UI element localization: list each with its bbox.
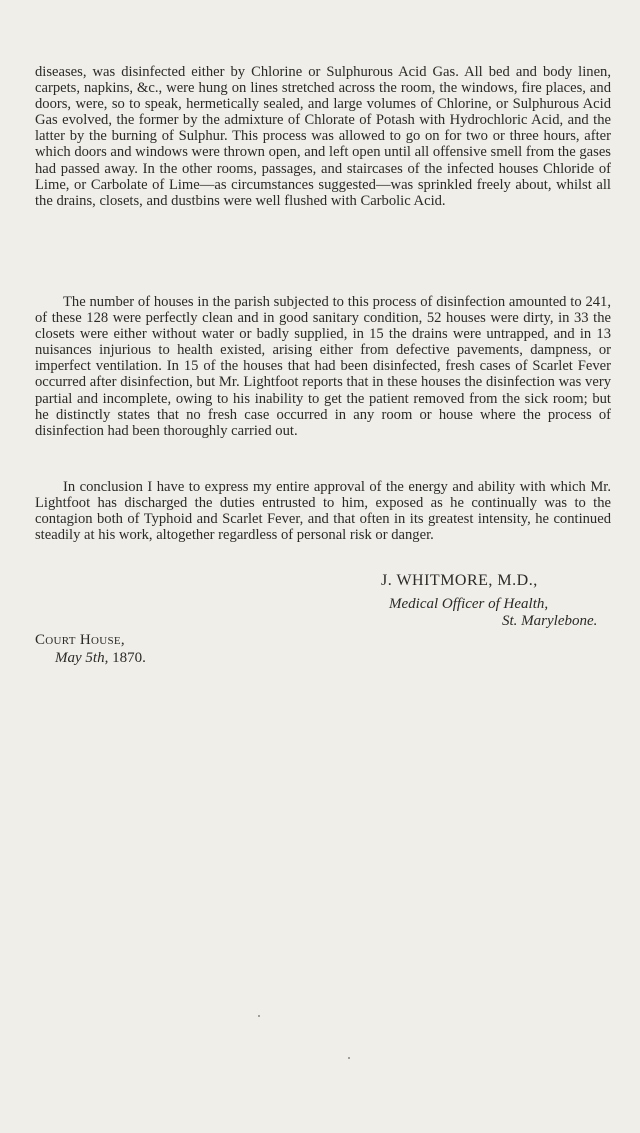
dateline-date-italic: May 5th, [55, 650, 109, 666]
dateline-location: Court House, [35, 632, 125, 648]
paragraph-house-statistics [35, 294, 611, 439]
dateline-year: 1870. [108, 650, 146, 666]
paragraph-text: diseases, was disinfected either by Chlorine or Sulphurous Acid Gas. All bed and body linen, carpets, napkins, &c., were hung on lines stretched across the room, the windows, fire places, and doors, were, so to speak, hermetically sealed, and large volumes of Chlorine, or Sulphurous Acid Gas evolved, the former by the admixture of Chlorate of Potash with Hydrochloric Acid, and the latter by the burning of Sulphur. This process was allowed to go on for two or three hours, after which doors and windows were thrown open, and left open until all offensive smell from the gases had passed away. In the other rooms, passages, and staircases of the infected houses Chloride of Lime, or Carbolate of Lime—as circumstances suggested—was sprinkled freely about, whilst all the drains, closets, and dustbins were well flushed with Carbolic Acid. [35, 64, 611, 209]
paragraph-disinfection-method [35, 64, 611, 209]
paragraph-text: In conclusion I have to express my entire approval of the energy and ability with which Mr. Lightfoot has discharged the duties entrusted to him, exposed as he continually was to the contagion both of Typhoid and Scarlet Fever, and that often in its greatest intensity, he continued steadily at his work, altogether regardless of personal risk or danger. [35, 479, 611, 544]
paragraph-text: The number of houses in the parish subjected to this process of disinfection amounted to 241, of these 128 were perfectly clean and in good sanitary condition, 52 houses were dirty, in 33 the closets were either without water or badly supplied, in 15 the drains were untrapped, and in 13 nuisances injurious to health existed, arising either from defective pavements, dampness, or imperfect ventilation. In 15 of the houses that had been disinfected, fresh cases of Scarlet Fever occurred after disinfection, but Mr. Lightfoot reports that in these houses the disinfection was very partial and incomplete, owing to his inability to get the patient removed from the sick room; but he distinctly states that no fresh case occurred in any room or house where the process of disinfection had been thoroughly carried out. [35, 294, 611, 439]
dateline-date [55, 650, 146, 667]
signature-name: J. WHITMORE, M.D., [381, 572, 538, 589]
paper-speck [348, 1057, 350, 1059]
paragraph-conclusion [35, 479, 611, 543]
signature-place: St. Marylebone. [502, 613, 598, 629]
signature-title: Medical Officer of Health, [389, 596, 549, 612]
paper-speck [258, 1015, 260, 1017]
